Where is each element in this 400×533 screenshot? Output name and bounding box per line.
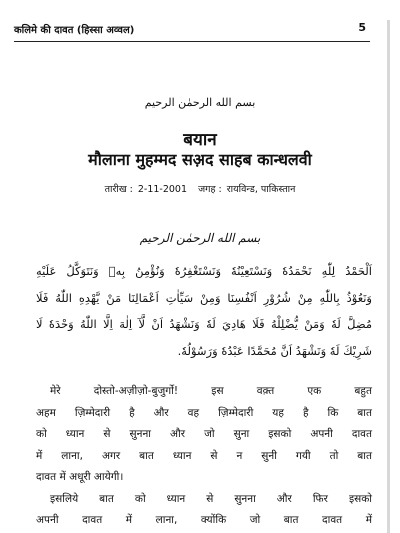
arabic-line: شَرِيْكَ لَهٗ وَنَشْهَدُ اَنَّ مُحَمَّدًا عَبْدُهٗ وَرَسُوْلُهٗ. (177, 343, 372, 358)
body-line: मेरे दोस्तो-अज़ीज़ो-बुजुर्गो! इस वक़्त एक बहुत (50, 385, 372, 397)
header-rule (14, 41, 370, 42)
body-line: अहम ज़िम्मेदारी है और वह ज़िम्मेदारी यह है कि बात (36, 406, 372, 419)
page-number: 5 (358, 21, 366, 34)
body-paragraphs (36, 381, 372, 532)
date-label: तारीख : (104, 184, 133, 195)
page-edge-shadow (387, 20, 390, 533)
body-line: अपनी दावत में लाना, क्योंकि जो बात दावत में (36, 514, 372, 526)
meta-line (0, 182, 400, 195)
place-value: रायविन्ड, पाकिस्तान (226, 184, 296, 195)
body-line: में लाना, अगर बात ध्यान से न सुनी गयी तो बात (36, 449, 372, 462)
arabic-khutbah (36, 258, 372, 364)
arabic-line: وَنَعُوْذُ بِاللّٰهِ مِنْ شُرُوْرِ اَنْفُسِنَا وَمِنْ سَيِّاٰتِ اَعْمَالِنَا مَنْ يَّهْدِهِ اللّٰهُ فَلَا (36, 290, 372, 305)
page-title: बयान (183, 130, 217, 150)
body-line: इसलिये बात को ध्यान से सुनना और फिर इसको (50, 492, 372, 505)
running-title: कलिमे की दावत (हिस्सा अव्वल) (14, 25, 135, 36)
arabic-line: مُضِلَّ لَهٗ وَمَنْ يُّضْلِلْهُ فَلَا هَادِيَ لَهٗ وَنَشْهَدُ اَنْ لَّآ اِلٰهَ اِلَّا اللّٰهُ وَحْدَهٗ لَا (36, 317, 372, 331)
bismillah-calligraphy: بسم الله الرحمٰن الرحيم (139, 231, 261, 245)
place-label: जगह : (198, 184, 222, 195)
date-value: 2-11-2001 (137, 184, 188, 195)
arabic-line: اَلْحَمْدُ لِلّٰهِ نَحْمَدُهٗ وَنَسْتَعِيْنُهٗ وَنَسْتَغْفِرُهٗ وَنُؤْمِنُ بِهٖ وَنَتَوَكَّلُ عَلَيْهِ (36, 264, 372, 278)
body-line: दावत में अधूरी आयेगी। (36, 471, 124, 483)
bismillah-heading: بسم الله الرحمٰن الرحيم (144, 96, 256, 109)
body-line: को ध्यान से सुनना और जो सुना इसको अपनी दावत (36, 428, 372, 440)
speaker-name: मौलाना मुहम्मद सअ़द साहब कान्धलवी (88, 150, 312, 169)
running-header (14, 22, 366, 38)
